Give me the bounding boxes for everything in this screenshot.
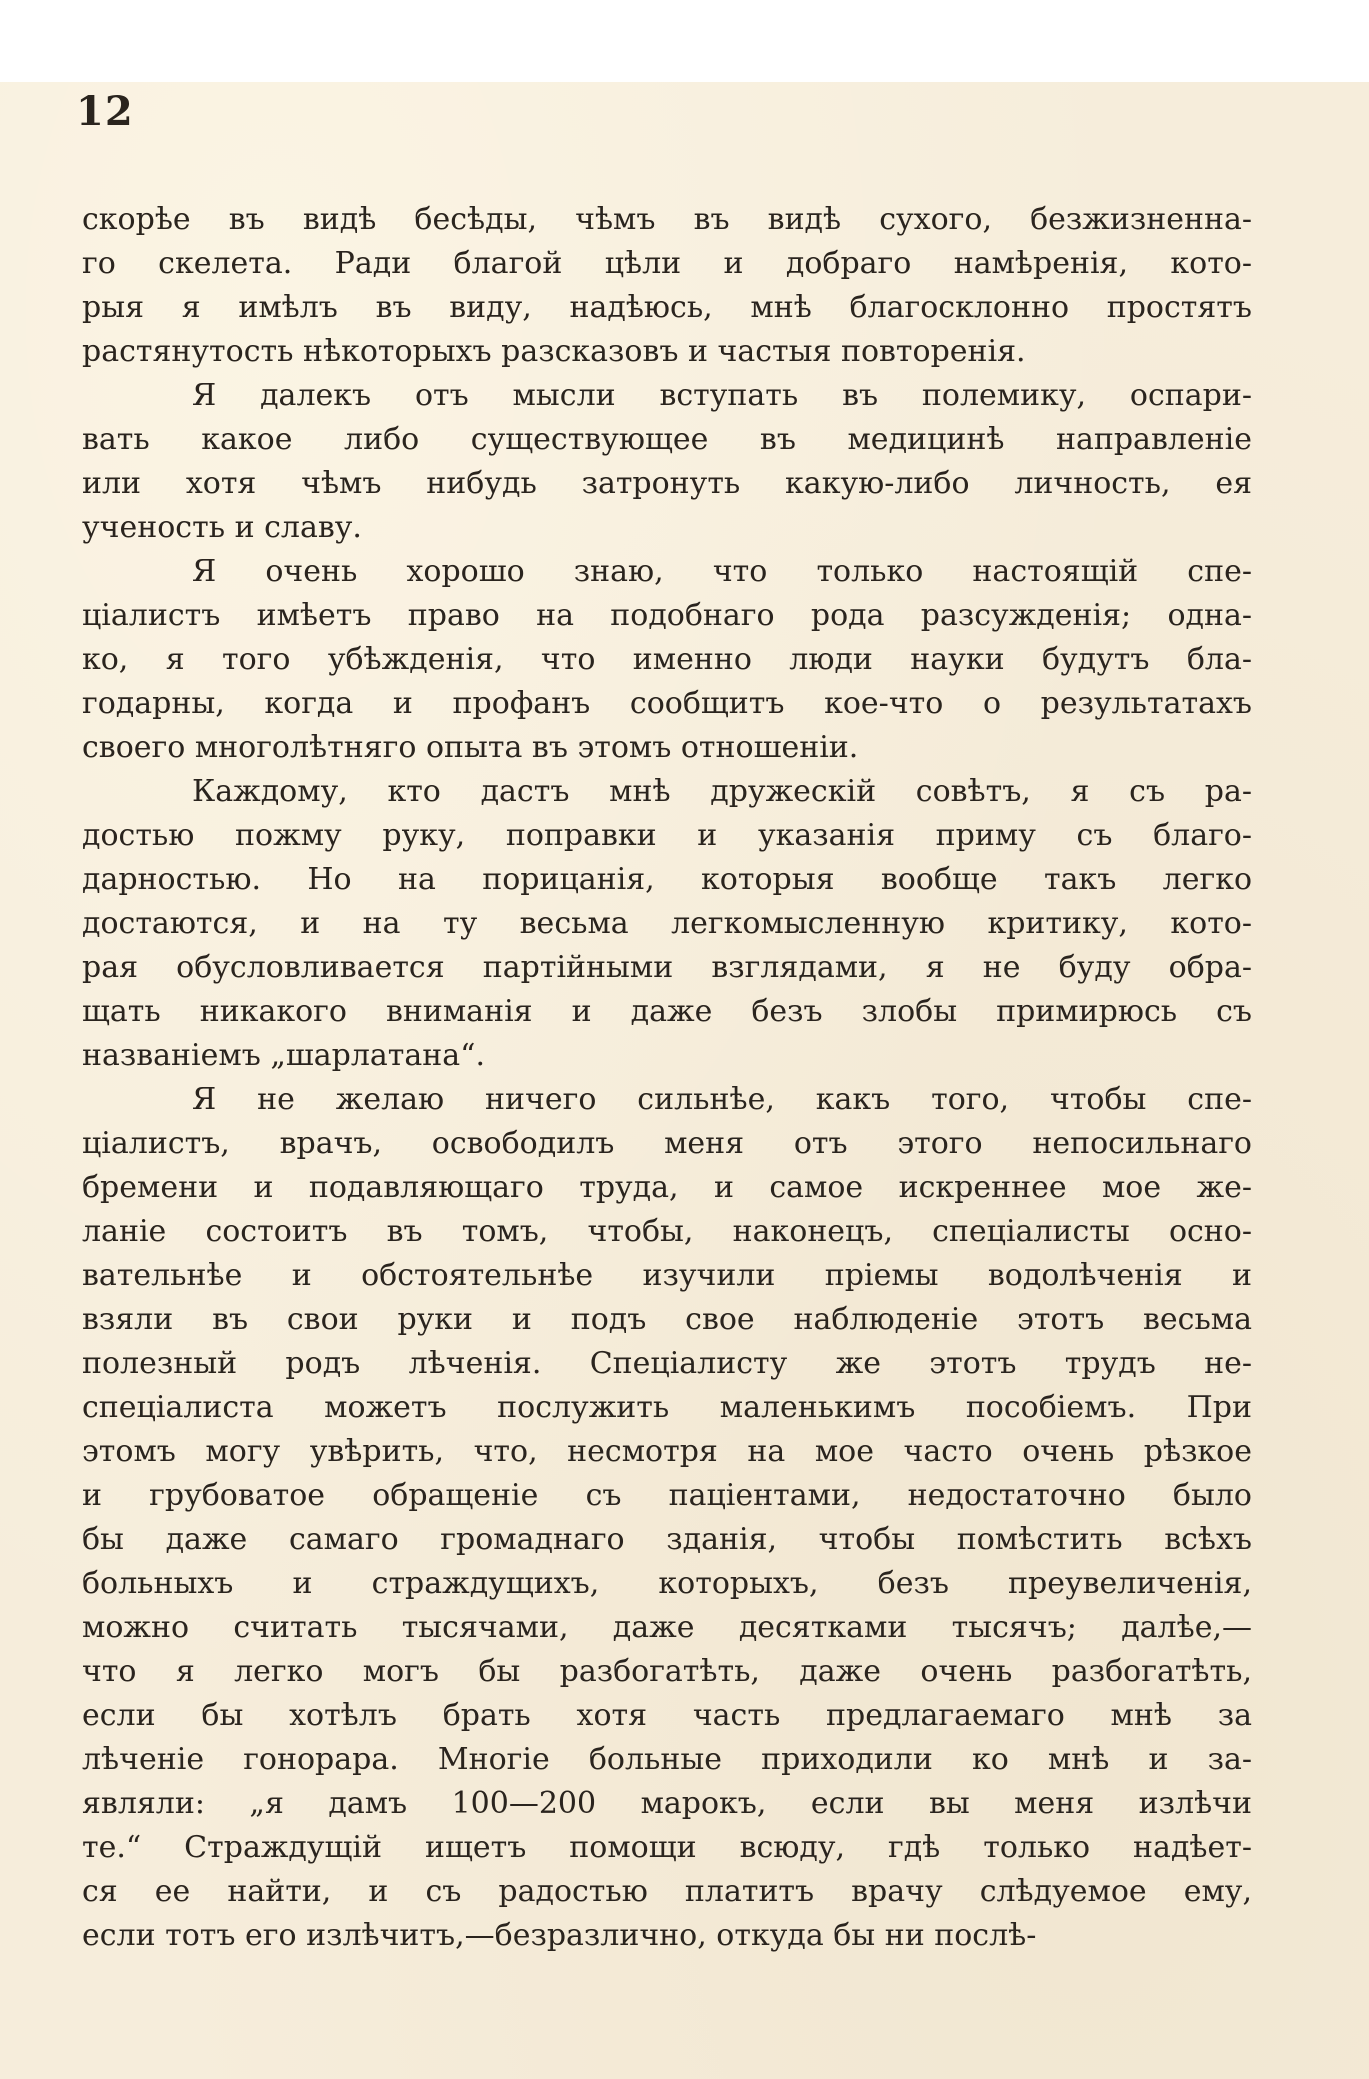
text-line: щать никакого вниманія и даже безъ злобы примирюсь съ: [82, 994, 1252, 1029]
text-line: Я не желаю ничего сильнѣе, какъ того, чтобы спе-: [192, 1082, 1252, 1117]
body-text: [82, 198, 1252, 1958]
text-line: взяли въ свои руки и подъ свое наблюденіе этотъ весьма: [82, 1302, 1252, 1337]
text-line: достью пожму руку, поправки и указанія приму съ благо-: [82, 818, 1252, 853]
text-line: можно считать тысячами, даже десятками тысячъ; далѣе,—: [82, 1610, 1252, 1645]
text-line: ко, я того убѣжденія, что именно люди науки будутъ бла-: [82, 642, 1252, 677]
text-line: ціалистъ, врачъ, освободилъ меня отъ этого непосильнаго: [82, 1126, 1252, 1161]
text-line: и грубоватое обращеніе съ паціентами, недостаточно было: [82, 1478, 1252, 1513]
text-line: что я легко могъ бы разбогатѣть, даже очень разбогатѣть,: [82, 1654, 1252, 1689]
text-line: ученость и славу.: [82, 510, 362, 545]
text-line: го скелета. Ради благой цѣли и добраго намѣренія, кото-: [82, 246, 1252, 281]
text-line: названіемъ „шарлатана“.: [82, 1038, 486, 1073]
text-line: спеціалиста можетъ послужить маленькимъ пособіемъ. При: [82, 1390, 1252, 1425]
text-line: Я очень хорошо знаю, что только настоящій спе-: [192, 554, 1252, 589]
text-line: бы даже самаго громаднаго зданія, чтобы помѣстить всѣхъ: [82, 1522, 1252, 1557]
text-line: если тотъ его излѣчитъ,—безразлично, откуда бы ни послѣ-: [82, 1918, 1037, 1953]
text-line: ся ее найти, и съ радостью платитъ врачу слѣдуемое ему,: [82, 1874, 1252, 1909]
paragraph: [82, 374, 1252, 550]
text-line: дарностью. Но на порицанія, которыя вообще такъ легко: [82, 862, 1252, 897]
text-line: рая обусловливается партійными взглядами, я не буду обра-: [82, 950, 1252, 985]
text-line: годарны, когда и профанъ сообщитъ кое-что о результатахъ: [82, 686, 1252, 721]
page-number: 12: [76, 88, 134, 135]
text-line: своего многолѣтняго опыта въ этомъ отношеніи.: [82, 730, 859, 765]
text-line: достаются, и на ту весьма легкомысленную критику, кото-: [82, 906, 1252, 941]
text-line: или хотя чѣмъ нибудь затронуть какую-либо личность, ея: [82, 466, 1252, 501]
text-line: вать какое либо существующее въ медицинѣ направленіе: [82, 422, 1252, 457]
text-line: больныхъ и страждущихъ, которыхъ, безъ преувеличенія,: [82, 1566, 1252, 1601]
text-line: бремени и подавляющаго труда, и самое искреннее мое же-: [82, 1170, 1252, 1205]
text-line: если бы хотѣлъ брать хотя часть предлагаемаго мнѣ за: [82, 1698, 1252, 1733]
text-line: являли: „я дамъ 100—200 марокъ, если вы меня излѣчи: [82, 1786, 1252, 1821]
text-line: этомъ могу увѣрить, что, несмотря на мое часто очень рѣзкое: [82, 1434, 1252, 1469]
text-line: те.“ Страждущій ищетъ помощи всюду, гдѣ только надѣет-: [82, 1830, 1252, 1865]
paragraph: [82, 550, 1252, 770]
text-line: скорѣе въ видѣ бесѣды, чѣмъ въ видѣ сухого, безжизненна-: [82, 202, 1252, 237]
text-line: полезный родъ лѣченія. Спеціалисту же этотъ трудъ не-: [82, 1346, 1252, 1381]
text-line: Я далекъ отъ мысли вступать въ полемику, оспари-: [192, 378, 1252, 413]
text-line: ціалистъ имѣетъ право на подобнаго рода разсужденія; одна-: [82, 598, 1252, 633]
text-line: вательнѣе и обстоятельнѣе изучили пріемы водолѣченія и: [82, 1258, 1252, 1293]
text-line: рыя я имѣлъ въ виду, надѣюсь, мнѣ благосклонно простятъ: [82, 290, 1252, 325]
text-line: Каждому, кто дастъ мнѣ дружескій совѣтъ, я съ ра-: [192, 774, 1252, 809]
text-line: растянутость нѣкоторыхъ разсказовъ и частыя повторенія.: [82, 334, 1026, 369]
scan-margin: [0, 0, 1369, 82]
paragraph: [82, 1078, 1252, 1958]
paragraph: [82, 198, 1252, 374]
text-line: лѣченіе гонорара. Многіе больные приходили ко мнѣ и за-: [82, 1742, 1252, 1777]
text-line: ланіе состоитъ въ томъ, чтобы, наконецъ, спеціалисты осно-: [82, 1214, 1252, 1249]
paragraph: [82, 770, 1252, 1078]
